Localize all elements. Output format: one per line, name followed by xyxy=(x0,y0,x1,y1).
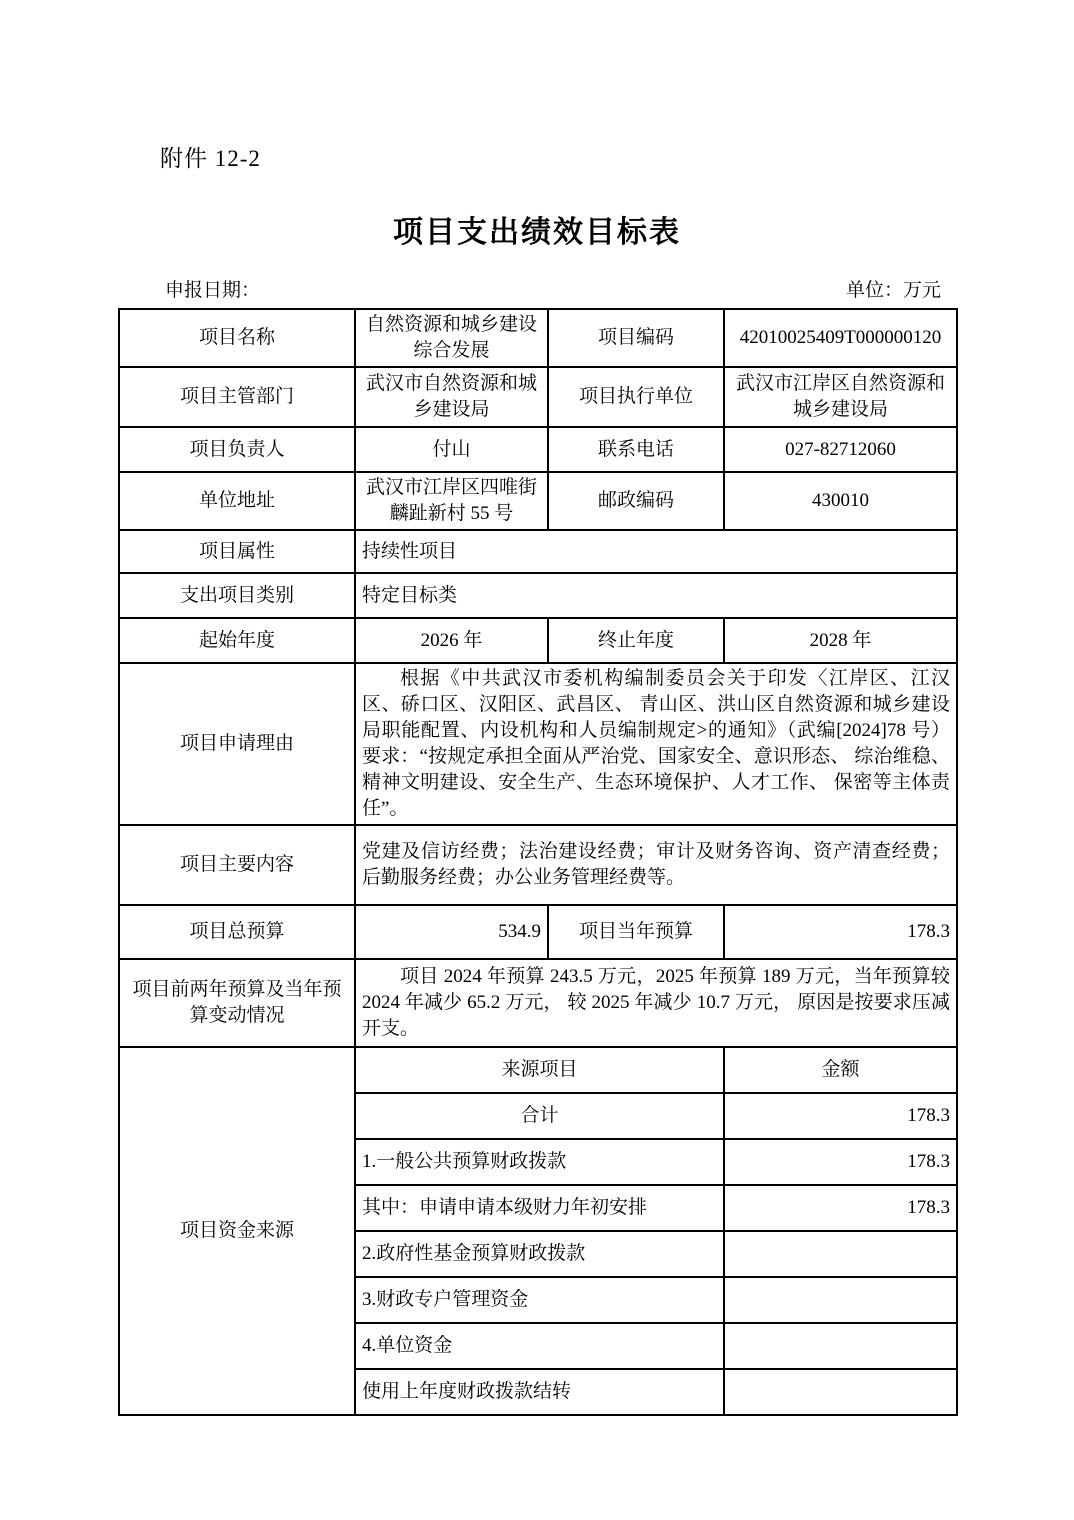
attribute-value: 持续性项目 xyxy=(355,530,957,573)
row-years xyxy=(119,618,957,663)
category-label: 支出项目类别 xyxy=(119,573,355,618)
project-name-value: 自然资源和城乡建设综合发展 xyxy=(355,309,548,367)
funding-total-name: 合计 xyxy=(355,1093,724,1139)
phone-value: 027-82712060 xyxy=(724,427,957,472)
current-budget-label: 项目当年预算 xyxy=(548,905,724,959)
funding-source-header: 来源项目 xyxy=(355,1047,724,1093)
row-attribute xyxy=(119,530,957,573)
current-budget-value: 178.3 xyxy=(724,905,957,959)
declare-date-label: 申报日期： xyxy=(165,280,261,301)
postcode-value: 430010 xyxy=(724,472,957,530)
document-title: 项目支出绩效目标表 xyxy=(393,216,681,249)
end-year-value: 2028 年 xyxy=(724,618,957,663)
address-label: 单位地址 xyxy=(119,472,355,530)
reason-text: 根据《中共武汉市委机构编制委员会关于印发〈江岸区、江汉区、硚口区、汉阳区、武昌区、 青山区、洪山区自然资源和城乡建设局职能配置、内设机构和人员编制规定>的通知》（武编[2024]78 号）要求：“按规定承担全面从严治党、国家安全、意识形态、 综治维稳、精神文明建设、安全生产、生态环境保护、人才工作、 保密等主体责任”。 xyxy=(362,668,950,819)
phone-label: 联系电话 xyxy=(548,427,724,472)
department-label: 项目主管部门 xyxy=(119,367,355,427)
row-department xyxy=(119,367,957,427)
funding-fiscal-account-amount xyxy=(724,1277,957,1323)
row-content xyxy=(119,825,957,905)
row-category xyxy=(119,573,957,618)
row-leader xyxy=(119,427,957,472)
project-code-label: 项目编码 xyxy=(548,309,724,367)
exec-unit-label: 项目执行单位 xyxy=(548,367,724,427)
start-year-value: 2026 年 xyxy=(355,618,548,663)
funding-unit-amount xyxy=(724,1323,957,1369)
funding-sub-amount: 178.3 xyxy=(724,1185,957,1231)
funding-govfund-amount xyxy=(724,1231,957,1277)
leader-value: 付山 xyxy=(355,427,548,472)
funding-unit-name: 4.单位资金 xyxy=(355,1323,724,1369)
postcode-label: 邮政编码 xyxy=(548,472,724,530)
row-history xyxy=(119,959,957,1047)
address-value: 武汉市江岸区四唯街麟趾新村 55 号 xyxy=(355,472,548,530)
funding-general-name: 1.一般公共预算财政拨款 xyxy=(355,1139,724,1185)
content-label: 项目主要内容 xyxy=(119,825,355,905)
start-year-label: 起始年度 xyxy=(119,618,355,663)
funding-carryover-name: 使用上年度财政拨款结转 xyxy=(355,1369,724,1415)
total-budget-value: 534.9 xyxy=(355,905,548,959)
funding-fiscal-account-name: 3.财政专户管理资金 xyxy=(355,1277,724,1323)
leader-label: 项目负责人 xyxy=(119,427,355,472)
table-subheader xyxy=(118,275,956,302)
unit-label: 单位：万元 xyxy=(845,280,941,301)
content-value: 党建及信访经费；法治建设经费；审计及财务咨询、资产清查经费；后勤服务经费；办公业务管理经费等。 xyxy=(355,825,957,905)
history-value xyxy=(355,959,957,1047)
project-code-value: 42010025409T000000120 xyxy=(724,309,957,367)
funding-general-amount: 178.3 xyxy=(724,1139,957,1185)
department-value: 武汉市自然资源和城乡建设局 xyxy=(355,367,548,427)
funding-govfund-name: 2.政府性基金预算财政拨款 xyxy=(355,1231,724,1277)
row-reason xyxy=(119,663,957,825)
end-year-label: 终止年度 xyxy=(548,618,724,663)
category-value: 特定目标类 xyxy=(355,573,957,618)
row-project-name xyxy=(119,309,957,367)
history-text: 项目 2024 年预算 243.5 万元，2025 年预算 189 万元，当年预算较 2024 年减少 65.2 万元， 较 2025 年减少 10.7 万元， 原因是按要求压减开支。 xyxy=(362,966,950,1039)
funding-amount-header: 金额 xyxy=(724,1047,957,1093)
row-funding-header xyxy=(119,1047,957,1093)
exec-unit-value: 武汉市江岸区自然资源和城乡建设局 xyxy=(724,367,957,427)
performance-target-table xyxy=(118,308,958,1416)
funding-sub-name: 其中：申请申请本级财力年初安排 xyxy=(355,1185,724,1231)
row-address xyxy=(119,472,957,530)
total-budget-label: 项目总预算 xyxy=(119,905,355,959)
row-budget xyxy=(119,905,957,959)
attachment-label: 附件 12-2 xyxy=(160,146,261,171)
reason-value xyxy=(355,663,957,825)
funding-carryover-amount xyxy=(724,1369,957,1415)
reason-label: 项目申请理由 xyxy=(119,663,355,825)
history-label: 项目前两年预算及当年预算变动情况 xyxy=(119,959,355,1047)
attribute-label: 项目属性 xyxy=(119,530,355,573)
project-name-label: 项目名称 xyxy=(119,309,355,367)
funding-total-amount: 178.3 xyxy=(724,1093,957,1139)
funding-section-label: 项目资金来源 xyxy=(119,1047,355,1415)
